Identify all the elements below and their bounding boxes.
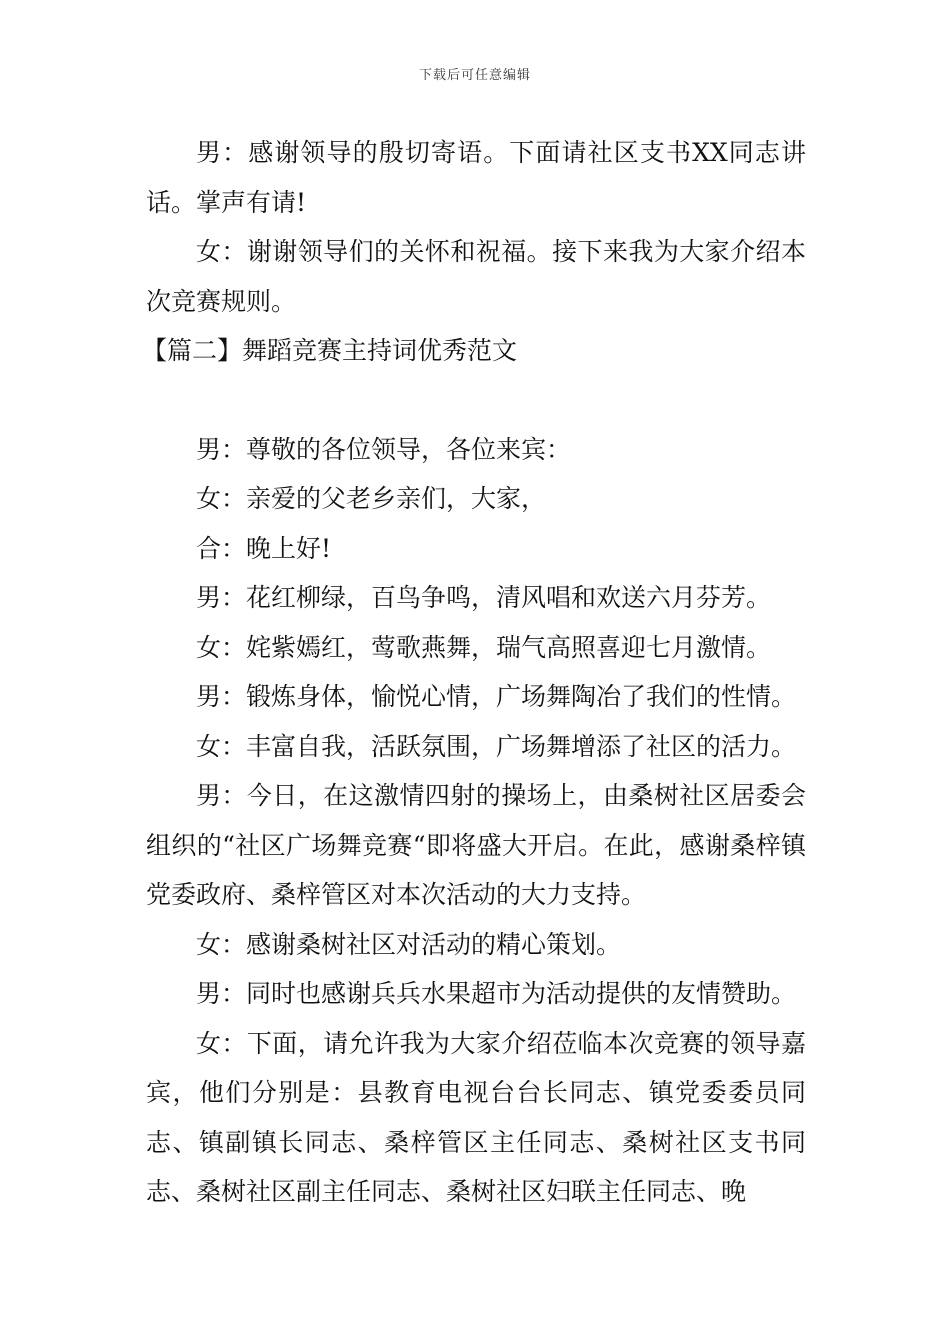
paragraph: 女：丰富自我，活跃氛围，广场舞增添了社区的活力。 [196, 731, 797, 761]
blank-line [146, 376, 806, 425]
paragraph: 男：尊敬的各位领导，各位来宾： [196, 434, 572, 464]
paragraph: 男：花红柳绿，百鸟争鸣，清风唱和欢送六月芬芳。 [196, 583, 772, 612]
paragraph: 女：亲爱的父老乡亲们，大家， [196, 484, 547, 513]
document-body [142, 128, 806, 1217]
paragraph: 女：姹紫嫣红，莺歌燕舞，瑞气高照喜迎七月激情。 [196, 632, 772, 662]
paragraph: 男：锻炼身体，愉悦心情，广场舞陶冶了我们的性情。 [196, 682, 797, 711]
paragraph: 男：感谢领导的殷切寄语。下面请社区支书XX同志讲话。掌声有请! [146, 138, 806, 217]
page-header: 下载后可任意编辑 [418, 68, 531, 83]
section-title: 【篇二】舞蹈竞赛主持词优秀范文 [142, 336, 518, 365]
paragraph: 合：晚上好! [196, 533, 332, 563]
paragraph: 女：感谢桑树社区对活动的精心策划。 [196, 929, 622, 959]
paragraph: 男：同时也感谢兵兵水果超市为活动提供的友情赞助。 [196, 979, 797, 1008]
paragraph: 女：下面，请允许我为大家介绍莅临本次竞赛的领导嘉宾，他们分别是：县教育电视台台长同志、镇党委委员同志、镇副镇长同志、桑梓管区主任同志、桑树社区支书同志、桑树社区副主任同志、桑树社区妇联主任同志、晚 [146, 1028, 806, 1206]
paragraph: 女：谢谢领导们的关怀和祝福。接下来我为大家介绍本次竞赛规则。 [146, 237, 806, 316]
paragraph: 男：今日，在这激情四射的操场上，由桑树社区居委会组织的“社区广场舞竞赛“即将盛大开启。在此，感谢桑梓镇党委政府、桑梓管区对本次活动的大力支持。 [146, 781, 806, 909]
